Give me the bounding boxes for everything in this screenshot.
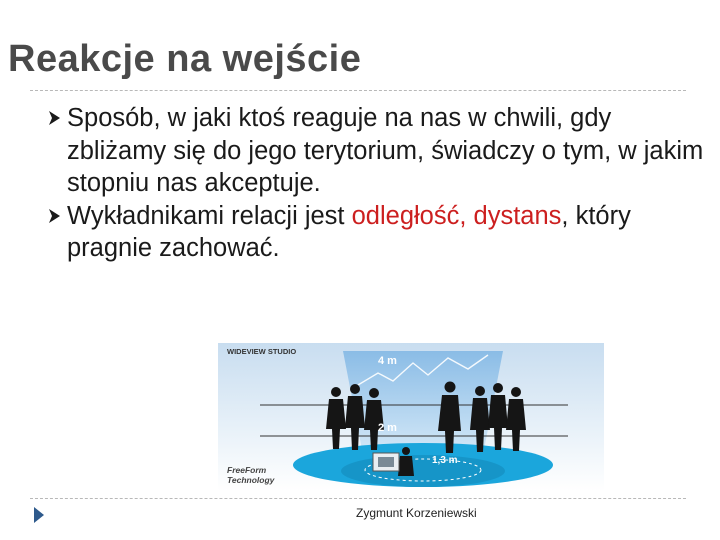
highlight-distance: odległość,: [351, 201, 467, 230]
bullet-text-1: Sposób, w jaki ktoś reaguje na nas w chwili, gdy zbliżamy się do jego terytorium, świadczy o tym, w jakim stopniu nas akceptuje.: [67, 104, 704, 197]
brand-bottom-2: Technology: [227, 475, 275, 485]
highlight-dystans: dystans: [473, 201, 562, 230]
brand-top: WIDEVIEW STUDIO: [227, 347, 297, 356]
bullet-item-1: [46, 102, 706, 200]
brand-bottom-1: FreeForm: [227, 465, 267, 475]
next-slide-icon[interactable]: [34, 507, 44, 523]
label-4m: 4 m: [378, 355, 397, 367]
arrow-right-icon: [46, 110, 62, 126]
bullet-list: [46, 102, 706, 265]
bullet-item-2: [46, 200, 706, 265]
bullet-text-2b: , który pragnie zachować.: [67, 201, 631, 262]
title-divider: [30, 90, 686, 91]
bullet-text-2a: Wykładnikami relacji jest: [67, 201, 352, 230]
footer-divider: [30, 498, 686, 499]
label-2m: 2 m: [378, 422, 397, 434]
footer-author: Zygmunt Korzeniewski: [356, 506, 477, 520]
arrow-right-icon: [46, 208, 62, 224]
slide-title: Reakcje na wejście: [8, 38, 362, 80]
proxemics-illustration: [218, 343, 604, 491]
label-13m: 1,3 m: [432, 455, 458, 466]
